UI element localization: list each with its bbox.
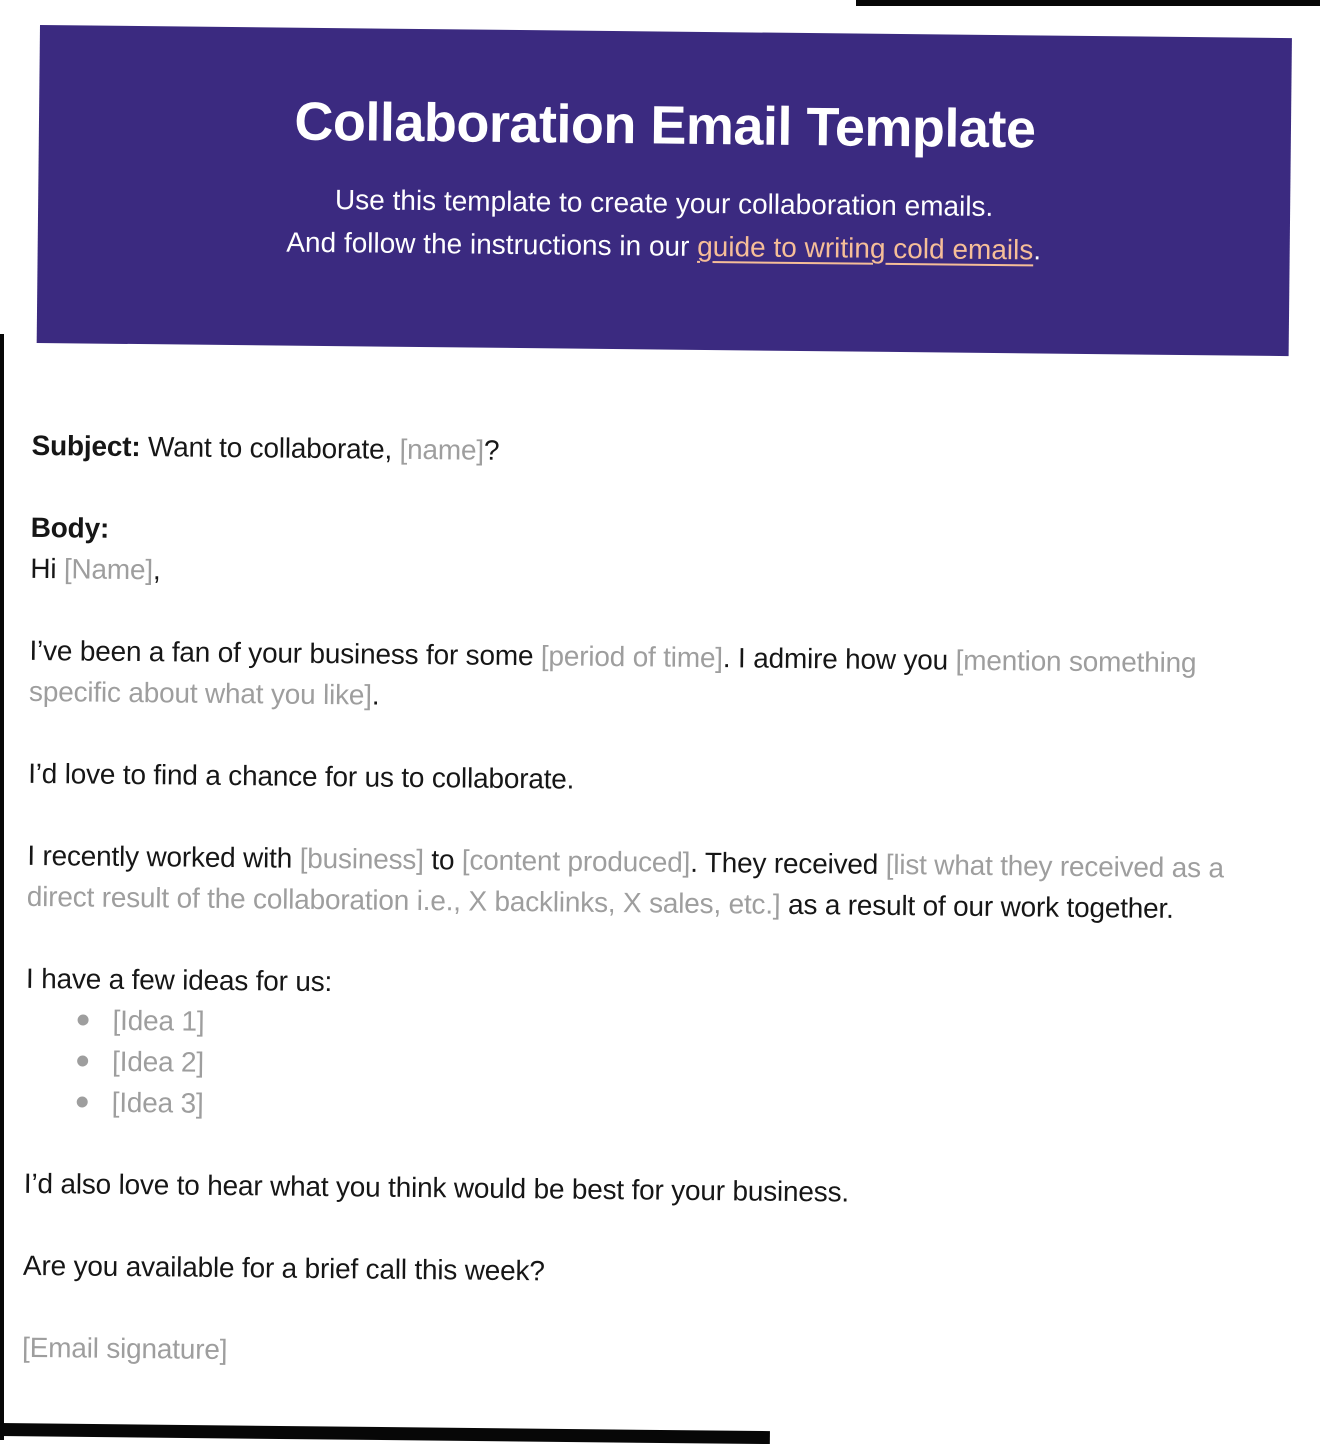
subtitle-line-2-suffix: . [1033,234,1042,266]
screenshot-edge-artifact-top [856,0,1320,6]
paragraph-call [23,1245,1259,1299]
text-segment: ? [483,434,500,466]
text-segment: I’d also love to hear what you think would be best for your business. [23,1167,850,1208]
paragraph-hear-thoughts [24,1163,1260,1217]
text-segment: I recently worked with [27,839,300,874]
text-segment: as a result of our work together. [780,888,1174,924]
placeholder-text: [business] [299,842,424,876]
subject-line [31,425,1267,479]
placeholder-text: [mention something specific about what you like] [28,644,1197,711]
placeholder-text: [name] [399,433,485,466]
placeholder-text: [list what they received as a direct result of the collaboration i.e., X backlinks, X sales, etc.] [26,848,1225,920]
paragraph-recent-work [27,835,1264,930]
text-segment: Body: [30,511,110,544]
paragraph-fan [29,630,1266,725]
paragraph-collaborate [28,753,1264,807]
placeholder-text: [Idea 1] [112,1004,205,1037]
placeholder-text: [Idea 2] [111,1045,205,1078]
screenshot-edge-artifact-bottom [0,1423,770,1444]
text-segment: I’d love to find a chance for us to collaborate. [27,757,575,795]
text-segment: Want to collaborate, [140,431,400,465]
subtitle-line-1: Use this template to create your collaboration emails. [334,184,994,222]
header-banner [37,25,1292,356]
placeholder-text: [Email signature] [21,1331,228,1366]
text-segment: , [152,554,161,586]
document-content [0,25,1320,1382]
email-body [22,425,1268,1381]
page-title: Collaboration Email Template [294,91,1036,160]
placeholder-text: [Idea 3] [111,1086,204,1119]
text-segment: . I admire how you [722,642,956,676]
text-segment: . [371,679,380,711]
text-segment: to [423,844,463,876]
text-segment: I’ve been a fan of your business for some [29,634,542,672]
email-signature [22,1327,1258,1381]
text-segment: I have a few ideas for us: [25,962,333,998]
text-segment: Subject: [31,429,141,463]
banner-subtitle [38,175,1291,274]
subtitle-line-2-prefix: And follow the instructions in our [286,226,698,262]
cold-emails-guide-link[interactable]: guide to writing cold emails [697,230,1034,266]
placeholder-text: [Name] [63,553,154,586]
text-segment: . They received [690,846,886,880]
placeholder-text: [content produced] [461,844,691,878]
text-segment: Are you available for a brief call this week? [22,1249,545,1287]
placeholder-text: [period of time] [540,640,724,674]
text-segment: Hi [30,552,65,585]
ideas-list [25,999,1262,1135]
